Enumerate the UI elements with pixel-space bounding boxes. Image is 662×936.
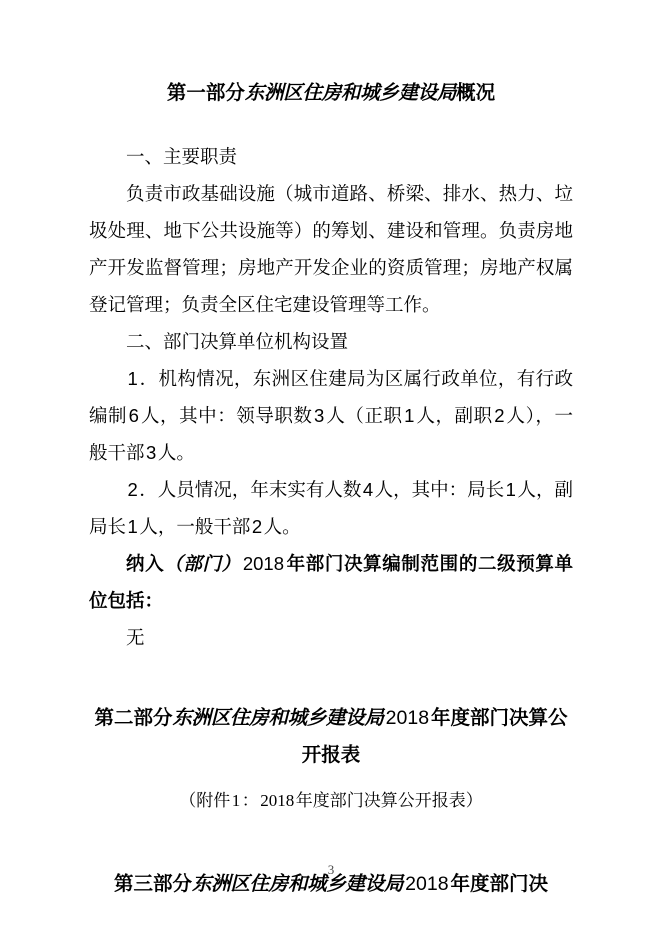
org-item-2-text-d: 人，一般干部 — [139, 516, 251, 537]
org-setup-heading — [89, 323, 573, 360]
org-item-1 — [89, 360, 573, 471]
org-item-2-text-c: 人，副局长 — [89, 479, 573, 537]
attachment-note-colon: ： — [241, 791, 259, 810]
org-item-2-value-actual-headcount: 4 — [362, 479, 374, 500]
scope-statement-lead: 纳入 — [126, 553, 165, 574]
part-one-org-name: 东洲区住房和城乡建设局 — [244, 82, 457, 104]
part-one-heading — [89, 78, 573, 108]
org-item-1-value-general-staff: 3 — [146, 442, 157, 463]
attachment-note-open: （附件 — [179, 791, 231, 810]
org-item-1-value-chief: 1 — [404, 405, 415, 426]
page-content — [89, 0, 573, 903]
attachment-note — [89, 786, 573, 816]
duty-heading — [89, 138, 573, 175]
part-three-org-name: 东洲区住房和城乡建设局 — [191, 873, 404, 895]
org-item-1-number: 1 — [127, 368, 138, 389]
org-item-1-text-e: 人），一般干部 — [89, 405, 573, 463]
org-item-2-text-b: 人，其中：局长 — [374, 479, 505, 500]
part-two-prefix: 第二部分 — [94, 707, 173, 729]
org-item-1-text-a: ．机构情况，东洲区住建局为区属行政单位，有行政编制 — [89, 368, 573, 426]
org-item-2-text-e: 人。 — [263, 516, 301, 537]
scope-statement-year: 2018 — [242, 553, 284, 574]
duty-body-text: 负责市政基础设施（城市道路、桥梁、排水、热力、垃圾处理、地下公共设施等）的筹划、建设和管理。负责房地产开发监督管理；房地产开发企业的资质管理；房地产权属登记管理；负责全区住宅建设管理等工作。 — [89, 183, 573, 315]
scope-statement-tail: 年部门决算编制范围的二级预算单位包括： — [89, 553, 573, 611]
part-three-suffix: 年度部门决 — [450, 873, 549, 895]
attachment-note-year: 2018 — [260, 791, 295, 810]
org-item-1-value-deputy: 2 — [494, 405, 505, 426]
org-item-1-text-d: 人，副职 — [415, 405, 493, 426]
org-item-1-text-b: 人，其中：领导职数 — [140, 405, 313, 426]
org-item-2 — [89, 471, 573, 545]
part-three-year: 2018 — [405, 873, 449, 895]
duty-body-paragraph — [89, 175, 573, 323]
org-setup-heading-text: 二、部门决算单位机构设置 — [126, 331, 349, 352]
org-item-2-value-director: 1 — [505, 479, 516, 500]
part-three-prefix: 第三部分 — [113, 873, 192, 895]
org-item-1-value-staff-quota: 6 — [128, 405, 139, 426]
page-number: 3 — [327, 862, 335, 877]
attachment-note-index: 1 — [231, 791, 241, 810]
part-two-heading — [89, 700, 573, 774]
org-item-2-number: 2 — [127, 479, 138, 500]
org-item-1-value-leadership: 3 — [314, 405, 325, 426]
part-two-org-name: 东洲区住房和城乡建设局 — [172, 707, 384, 729]
org-item-1-text-c: 人（正职 — [325, 405, 403, 426]
part-two-suffix: 年度部门决算公开报表 — [301, 707, 568, 766]
scope-statement — [89, 545, 573, 619]
org-item-2-value-deputy-director: 1 — [127, 516, 138, 537]
part-one-prefix: 第一部分 — [166, 82, 245, 104]
scope-statement-bracket: （部门） — [164, 553, 241, 574]
duty-heading-text: 一、主要职责 — [126, 146, 238, 167]
scope-value — [89, 619, 573, 656]
org-item-1-text-f: 人。 — [157, 442, 195, 463]
org-item-2-text-a: ．人员情况，年末实有人数 — [139, 479, 362, 500]
org-item-2-value-general-staff: 2 — [251, 516, 263, 537]
scope-value-text: 无 — [126, 627, 145, 648]
attachment-note-tail: 年度部门决算公开报表） — [295, 791, 483, 810]
part-one-suffix: 概况 — [456, 82, 496, 104]
part-two-year: 2018 — [385, 707, 430, 729]
